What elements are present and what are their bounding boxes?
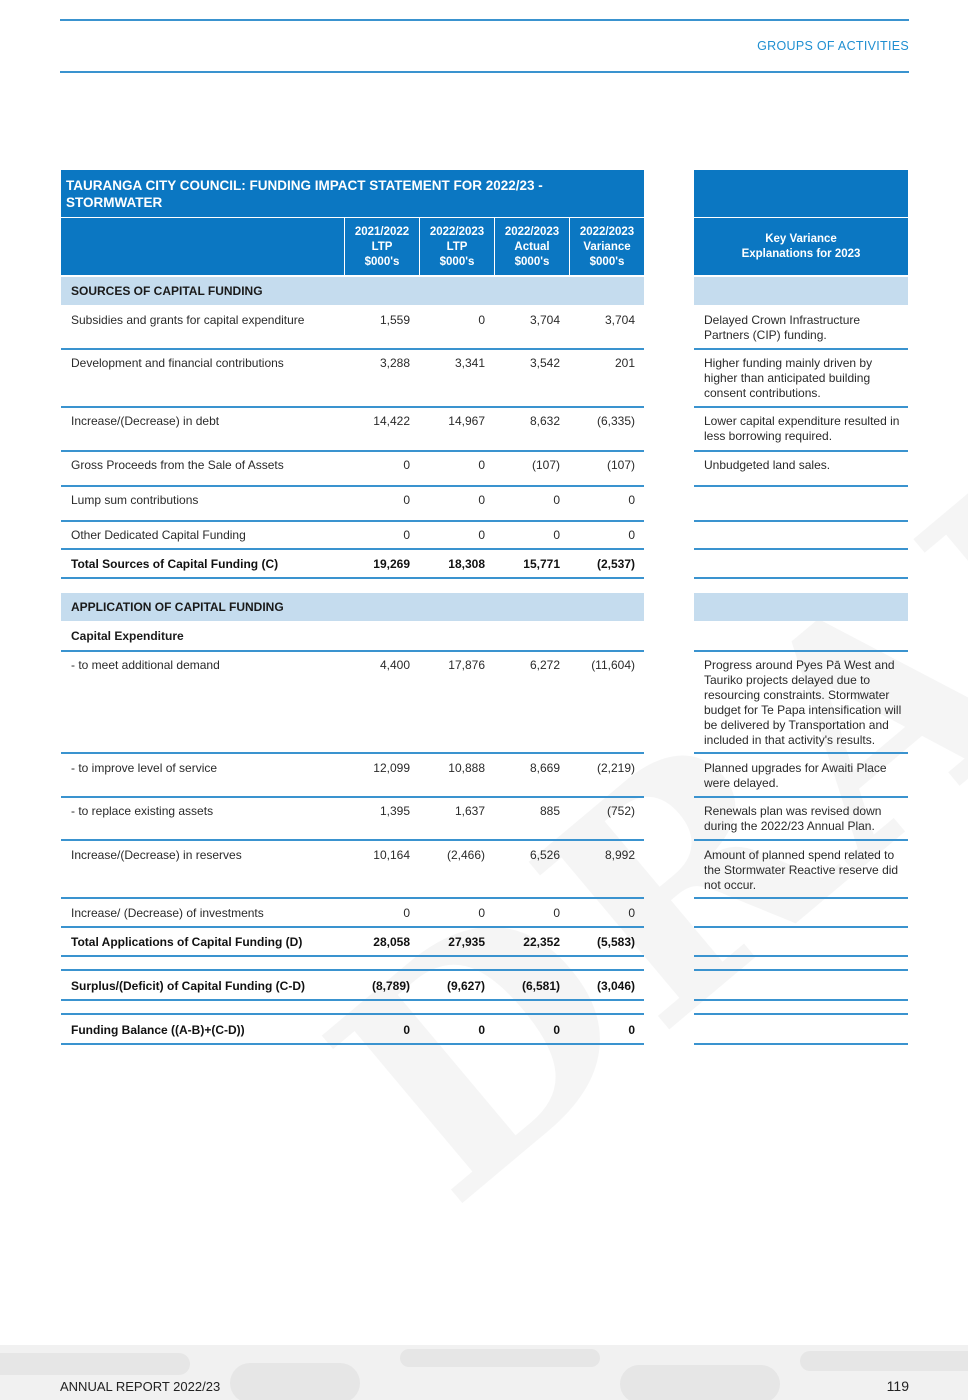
row-label: Funding Balance ((A-B)+(C-D)) bbox=[71, 1023, 245, 1037]
row-value: 14,422 bbox=[373, 414, 410, 428]
row-value: 6,526 bbox=[529, 848, 560, 862]
row-label: Gross Proceeds from the Sale of Assets bbox=[71, 458, 284, 472]
row-rule bbox=[61, 548, 644, 550]
row-value: 10,888 bbox=[448, 761, 485, 775]
row-rule bbox=[61, 969, 644, 971]
row-value: (107) bbox=[531, 458, 560, 472]
row-value: 0 bbox=[478, 493, 485, 507]
sources-heading: SOURCES OF CAPITAL FUNDING bbox=[71, 284, 263, 298]
row-label: Increase/(Decrease) in reserves bbox=[71, 848, 242, 862]
application-heading: APPLICATION OF CAPITAL FUNDING bbox=[71, 600, 284, 614]
row-rule bbox=[61, 485, 644, 487]
row-value: 22,352 bbox=[523, 935, 560, 949]
row-label: Increase/ (Decrease) of investments bbox=[71, 906, 264, 920]
note-rule bbox=[694, 485, 908, 487]
row-value: 27,935 bbox=[448, 935, 485, 949]
footer-pattern-shape bbox=[400, 1349, 600, 1367]
row-value: 0 bbox=[628, 906, 635, 920]
row-value: 0 bbox=[403, 1023, 410, 1037]
key-variance-header: Key Variance Explanations for 2023 bbox=[694, 218, 908, 275]
table-title: TAURANGA CITY COUNCIL: FUNDING IMPACT STATEMENT FOR 2022/23 - STORMWATER bbox=[61, 170, 644, 217]
sources-end-rule bbox=[61, 577, 644, 579]
row-label: - to replace existing assets bbox=[71, 804, 214, 818]
row-value: (6,335) bbox=[596, 414, 635, 428]
row-value: (9,627) bbox=[446, 979, 485, 993]
note-rule bbox=[694, 999, 908, 1001]
row-value: 0 bbox=[478, 528, 485, 542]
footer-report-title: ANNUAL REPORT 2022/23 bbox=[60, 1379, 221, 1394]
row-rule bbox=[61, 999, 644, 1001]
row-value: 201 bbox=[614, 356, 635, 370]
column-header-3: 2022/2023 Actual $000's bbox=[494, 218, 569, 275]
section-heading: GROUPS OF ACTIVITIES bbox=[757, 39, 909, 53]
row-label: Total Sources of Capital Funding (C) bbox=[71, 557, 279, 571]
row-value: 18,308 bbox=[448, 557, 485, 571]
note-rule bbox=[694, 796, 908, 798]
row-value: 0 bbox=[403, 458, 410, 472]
note-rule bbox=[694, 1043, 908, 1045]
footer-pattern-shape bbox=[620, 1365, 780, 1400]
header-bottom-rule bbox=[60, 71, 909, 73]
column-header-2: 2022/2023 LTP $000's bbox=[419, 218, 494, 275]
row-value: 3,542 bbox=[529, 356, 560, 370]
note-rule bbox=[694, 548, 908, 550]
note-rule bbox=[694, 955, 908, 957]
row-value: (2,466) bbox=[446, 848, 485, 862]
row-value: 0 bbox=[553, 1023, 560, 1037]
note-rule bbox=[694, 926, 908, 928]
row-rule bbox=[61, 897, 644, 899]
variance-note: Delayed Crown Infrastructure Partners (CIP) funding. bbox=[704, 313, 861, 342]
row-value: (8,789) bbox=[371, 979, 410, 993]
row-rule bbox=[61, 450, 644, 452]
row-value: 1,559 bbox=[379, 313, 410, 327]
row-value: 17,876 bbox=[448, 658, 485, 672]
note-rule bbox=[694, 969, 908, 971]
row-value: (3,046) bbox=[596, 979, 635, 993]
footer-pattern-shape bbox=[800, 1351, 968, 1371]
row-value: 0 bbox=[403, 528, 410, 542]
row-value: 0 bbox=[478, 313, 485, 327]
row-value: 3,704 bbox=[604, 313, 635, 327]
variance-note: Renewals plan was revised down during the 2022/23 Annual Plan. bbox=[704, 804, 882, 833]
row-rule bbox=[61, 839, 644, 841]
footer-pattern-shape bbox=[230, 1363, 360, 1400]
row-value: 0 bbox=[628, 528, 635, 542]
note-rule bbox=[694, 897, 908, 899]
capex-rule-notes bbox=[694, 650, 908, 652]
row-value: (107) bbox=[606, 458, 635, 472]
header-top-rule bbox=[60, 19, 909, 21]
row-value: 1,395 bbox=[379, 804, 410, 818]
footer-pattern-shape bbox=[0, 1353, 190, 1375]
row-value: 3,341 bbox=[454, 356, 485, 370]
row-label: - to improve level of service bbox=[71, 761, 218, 775]
row-rule bbox=[61, 406, 644, 408]
note-rule bbox=[694, 348, 908, 350]
note-rule bbox=[694, 520, 908, 522]
column-header-1: 2021/2022 LTP $000's bbox=[344, 218, 419, 275]
row-label: Development and financial contributions bbox=[71, 356, 284, 370]
row-label: Surplus/(Deficit) of Capital Funding (C-D) bbox=[71, 979, 305, 993]
row-value: 15,771 bbox=[523, 557, 560, 571]
row-value: 0 bbox=[478, 906, 485, 920]
row-value: 8,669 bbox=[529, 761, 560, 775]
row-label: Total Applications of Capital Funding (D) bbox=[71, 935, 303, 949]
note-rule bbox=[694, 450, 908, 452]
column-header-row bbox=[61, 218, 644, 275]
row-value: 14,967 bbox=[448, 414, 485, 428]
variance-note: Planned upgrades for Awaiti Place were delayed. bbox=[704, 761, 887, 790]
row-value: 12,099 bbox=[373, 761, 410, 775]
row-label: Subsidies and grants for capital expenditure bbox=[71, 313, 305, 327]
row-value: 885 bbox=[539, 804, 560, 818]
capex-rule bbox=[61, 650, 644, 652]
row-rule bbox=[61, 955, 644, 957]
row-value: (6,581) bbox=[521, 979, 560, 993]
row-rule bbox=[61, 752, 644, 754]
row-value: 0 bbox=[478, 458, 485, 472]
row-value: 0 bbox=[628, 1023, 635, 1037]
capex-heading: Capital Expenditure bbox=[71, 629, 184, 643]
row-value: 0 bbox=[478, 1023, 485, 1037]
sources-end-rule-notes bbox=[694, 577, 908, 579]
row-rule bbox=[61, 520, 644, 522]
note-rule bbox=[694, 752, 908, 754]
row-value: (2,219) bbox=[596, 761, 635, 775]
row-rule bbox=[61, 1043, 644, 1045]
row-value: (5,583) bbox=[596, 935, 635, 949]
application-band-notes bbox=[694, 593, 908, 621]
row-value: 0 bbox=[403, 493, 410, 507]
row-value: 0 bbox=[628, 493, 635, 507]
row-value: 8,992 bbox=[604, 848, 635, 862]
row-value: 1,637 bbox=[454, 804, 485, 818]
variance-note: Progress around Pyes Pā West and Tauriko projects delayed due to resourcing constraints. Stormwater budget for Te Papa intensification will be delivered by Transportation and included in that activity's results. bbox=[704, 658, 902, 747]
variance-note: Amount of planned spend related to the Stormwater Reactive reserve did not occur. bbox=[704, 848, 899, 892]
row-value: (11,604) bbox=[591, 658, 635, 672]
note-rule bbox=[694, 839, 908, 841]
row-label: - to meet additional demand bbox=[71, 658, 220, 672]
row-value: 3,704 bbox=[529, 313, 560, 327]
row-value: (752) bbox=[606, 804, 635, 818]
row-value: 0 bbox=[553, 493, 560, 507]
note-rule bbox=[694, 1013, 908, 1015]
row-label: Other Dedicated Capital Funding bbox=[71, 528, 246, 542]
row-value: 28,058 bbox=[373, 935, 410, 949]
page-number: 119 bbox=[886, 1378, 909, 1394]
row-value: 0 bbox=[553, 528, 560, 542]
row-value: 10,164 bbox=[373, 848, 410, 862]
row-rule bbox=[61, 796, 644, 798]
row-label: Increase/(Decrease) in debt bbox=[71, 414, 220, 428]
row-value: 6,272 bbox=[529, 658, 560, 672]
row-value: 3,288 bbox=[379, 356, 410, 370]
row-value: 8,632 bbox=[529, 414, 560, 428]
row-label: Lump sum contributions bbox=[71, 493, 199, 507]
row-value: 4,400 bbox=[379, 658, 410, 672]
row-value: 0 bbox=[403, 906, 410, 920]
variance-note: Unbudgeted land sales. bbox=[704, 458, 831, 472]
row-value: (2,537) bbox=[596, 557, 635, 571]
row-value: 19,269 bbox=[373, 557, 410, 571]
variance-note: Lower capital expenditure resulted in less borrowing required. bbox=[704, 414, 900, 443]
sources-band-notes bbox=[694, 277, 908, 305]
row-rule bbox=[61, 1013, 644, 1015]
row-rule bbox=[61, 926, 644, 928]
column-header-4: 2022/2023 Variance $000's bbox=[569, 218, 644, 275]
variance-note: Higher funding mainly driven by higher than anticipated building consent contributions. bbox=[704, 356, 873, 400]
note-rule bbox=[694, 406, 908, 408]
key-variance-title-box bbox=[694, 170, 908, 217]
row-value: 0 bbox=[553, 906, 560, 920]
row-rule bbox=[61, 348, 644, 350]
